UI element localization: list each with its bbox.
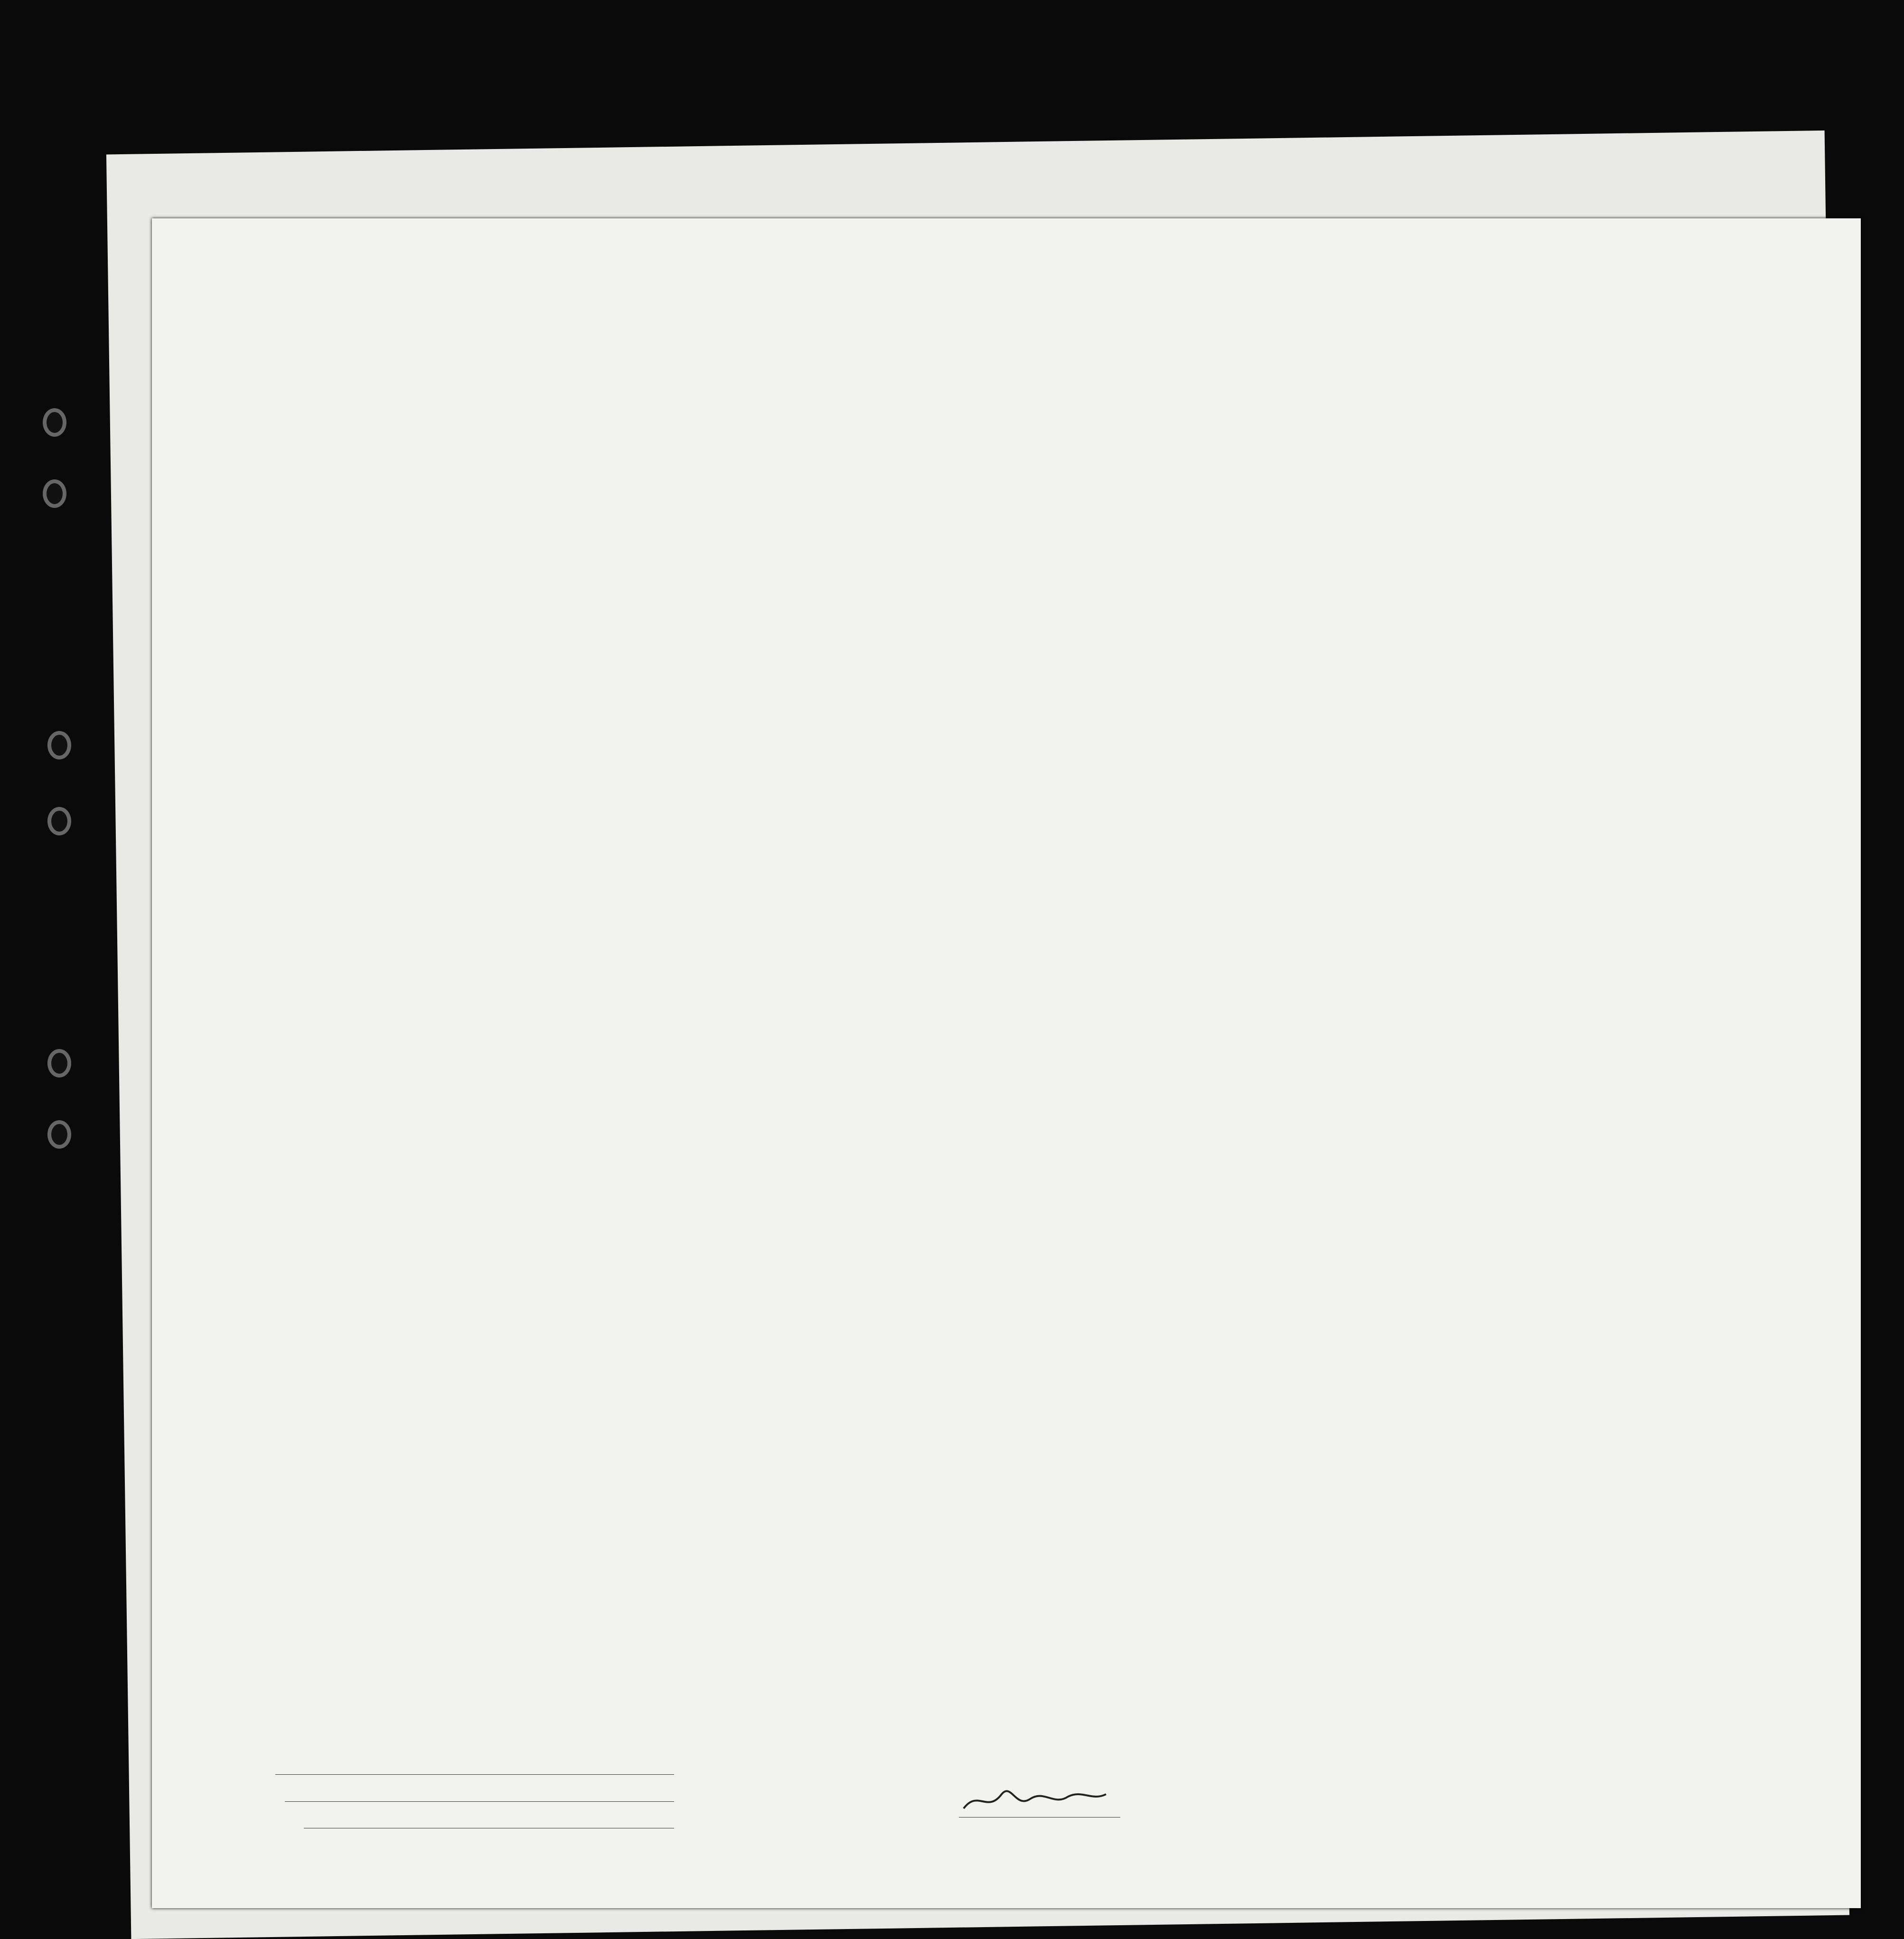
footer-line-rule <box>275 1774 674 1775</box>
footer-owners-rule <box>285 1801 674 1802</box>
binder-hole <box>47 1120 71 1149</box>
binder-hole <box>47 1049 71 1077</box>
binder-hole <box>43 408 66 437</box>
manifest-sheet <box>152 218 1861 1908</box>
binder-hole <box>47 731 71 759</box>
binder-hole <box>47 807 71 835</box>
inspector-signature <box>959 1780 1111 1818</box>
binder-hole <box>43 479 66 508</box>
crew-table <box>152 218 1861 1908</box>
